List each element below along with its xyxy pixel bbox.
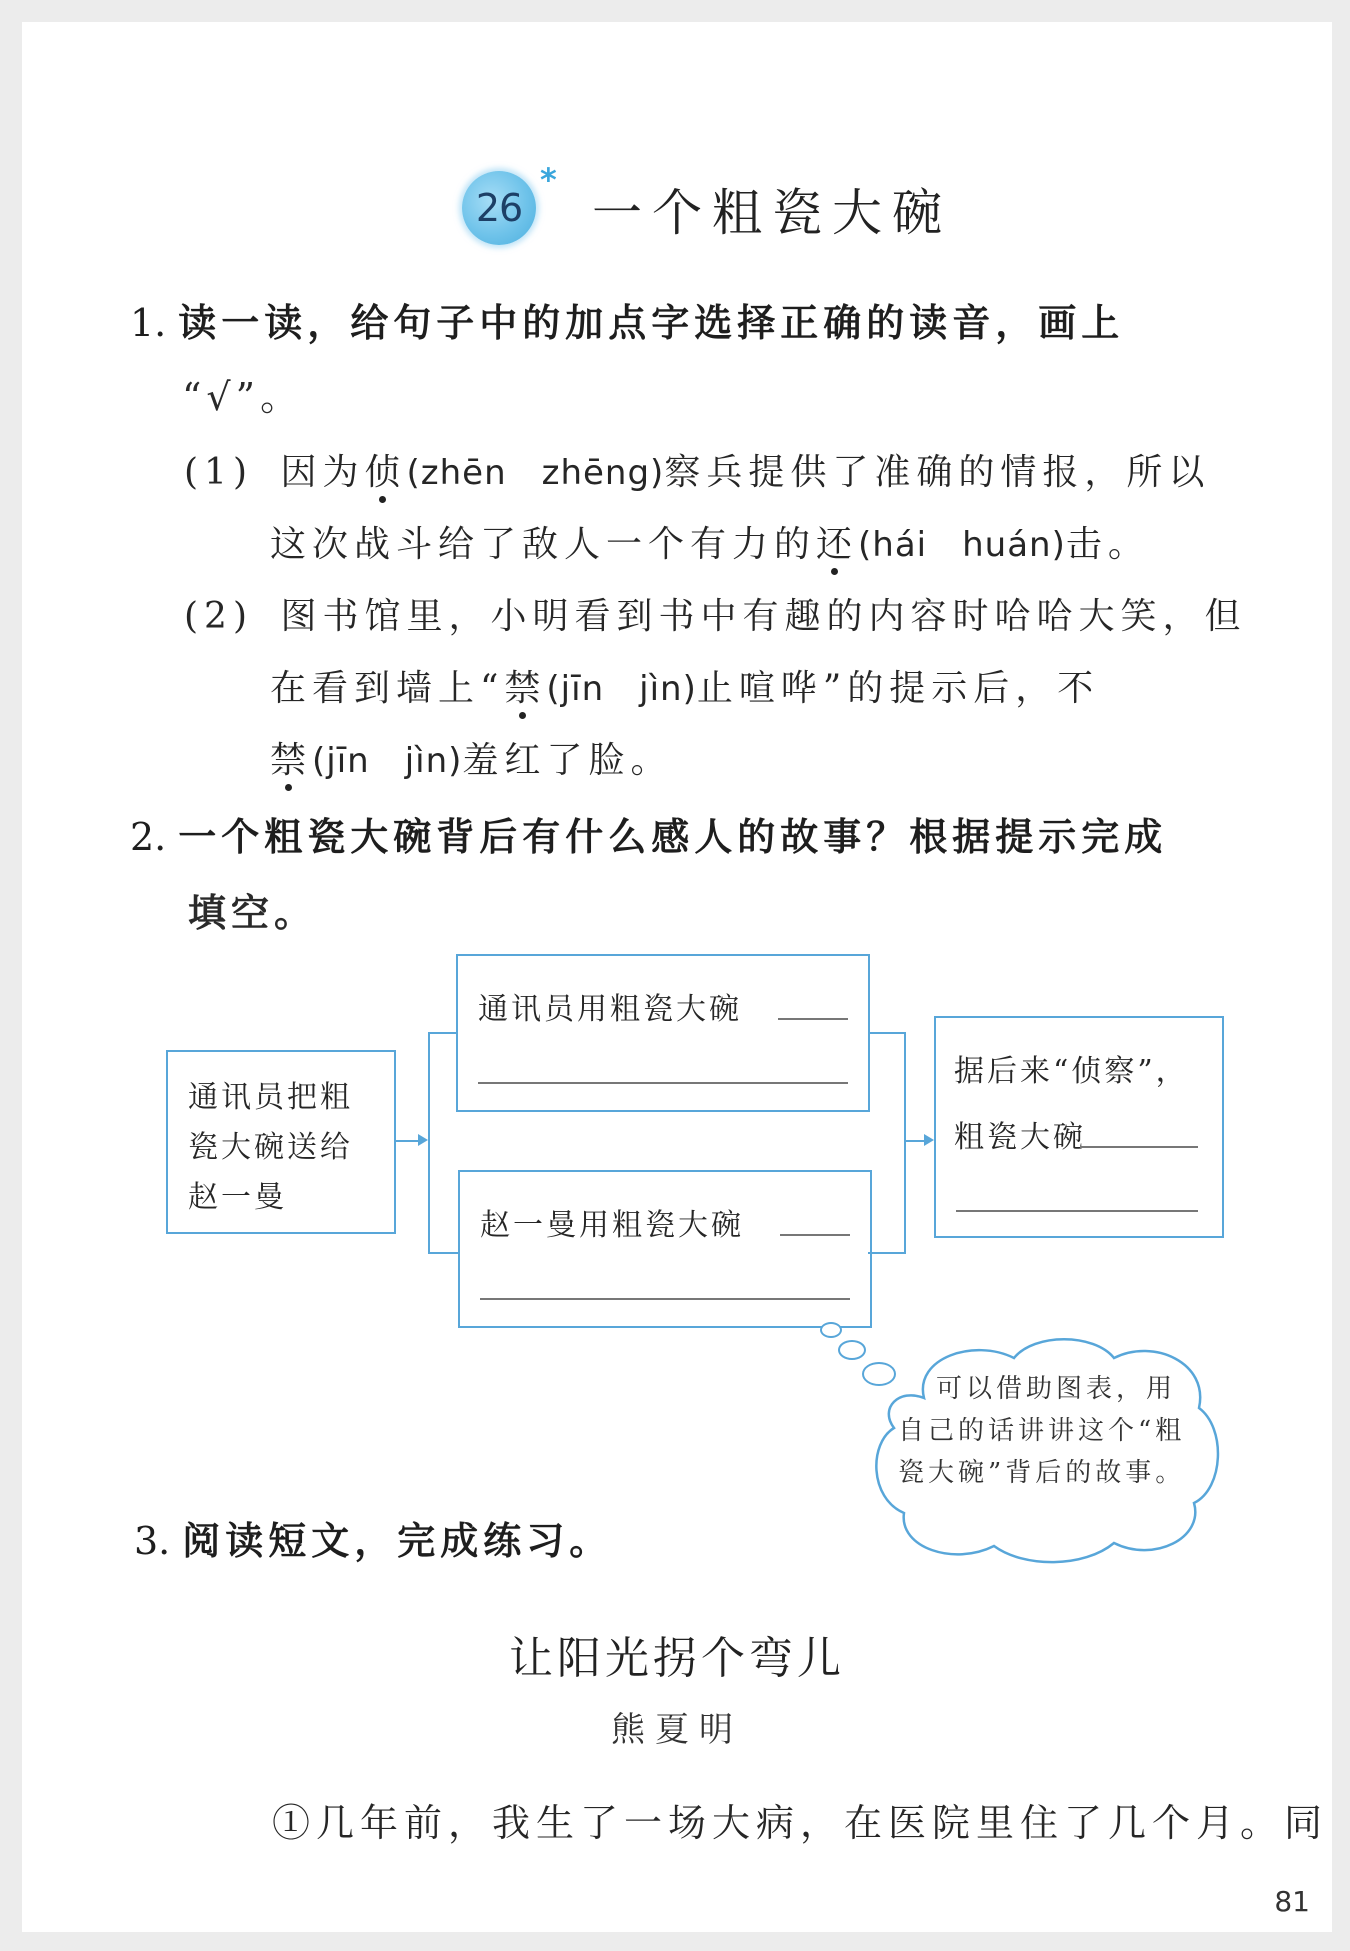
cloud-bubble-shape xyxy=(864,1328,1226,1568)
dotted-char: 还 xyxy=(816,516,858,567)
dotted-char: 侦 xyxy=(364,444,406,495)
dotted-char: 禁 xyxy=(270,732,312,783)
left-box-line2: 瓷大碗送给 xyxy=(188,1130,353,1165)
story-title: 让阳光拐个弯儿 xyxy=(509,1633,845,1684)
tip-line2: 自己的话讲讲这个“粗 xyxy=(898,1416,1186,1446)
right-box-line2: 粗瓷大碗 xyxy=(954,1120,1086,1155)
lesson-number-badge: 26 xyxy=(462,171,536,245)
question-3-heading: 3. 阅读短文，完成练习。 xyxy=(134,1518,613,1563)
tip-line3: 瓷大碗”背后的故事。 xyxy=(898,1458,1186,1488)
bubble-dot xyxy=(838,1340,866,1360)
bottom-box-prompt: 赵一曼用粗瓷大碗 xyxy=(480,1208,744,1243)
optional-lesson-star-icon: * xyxy=(540,161,557,199)
q1-item2-line3: 禁(jīn jìn)羞红了脸。 xyxy=(270,732,672,783)
story-author: 熊夏明 xyxy=(611,1710,743,1750)
workbook-page xyxy=(22,22,1332,1932)
pinyin-options[interactable]: (jīn jìn) xyxy=(546,669,697,709)
answer-blank[interactable] xyxy=(478,1082,848,1084)
answer-blank[interactable] xyxy=(1080,1146,1198,1148)
arrow-head-icon xyxy=(924,1134,934,1146)
answer-blank[interactable] xyxy=(480,1298,850,1300)
dotted-char: 禁 xyxy=(504,660,546,711)
story-paragraph-1: ①几年前，我生了一场大病，在医院里住了几个月。同 xyxy=(272,1801,1329,1845)
lesson-title: 一个粗瓷大碗 xyxy=(592,184,952,242)
tip-line1: 可以借助图表，用 xyxy=(936,1374,1177,1404)
pinyin-options[interactable]: (zhēn zhēng) xyxy=(406,453,665,493)
question-1-heading: 1. 读一读，给句子中的加点字选择正确的读音，画上 xyxy=(130,300,1125,345)
page-number: 81 xyxy=(1274,1885,1310,1918)
diagram-bottom-box xyxy=(458,1170,872,1328)
right-box-line1: 据后来“侦察”， xyxy=(954,1054,1189,1089)
answer-blank[interactable] xyxy=(778,1018,848,1020)
question-2-heading-cont: 填空。 xyxy=(188,890,318,935)
answer-blank[interactable] xyxy=(780,1234,850,1236)
q1-item2-line1: (2) 图书馆里，小明看到书中有趣的内容时哈哈大笑，但 xyxy=(184,596,1247,637)
diagram-top-box xyxy=(456,954,870,1112)
q1-item1-line1: (1) 因为侦(zhēn zhēng)察兵提供了准确的情报，所以 xyxy=(184,444,1210,495)
left-box-line1: 通讯员把粗 xyxy=(188,1080,353,1115)
top-box-prompt: 通讯员用粗瓷大碗 xyxy=(478,992,742,1027)
left-box-line3: 赵一曼 xyxy=(188,1180,287,1215)
arrow-head-icon xyxy=(418,1134,428,1146)
answer-blank[interactable] xyxy=(956,1210,1198,1212)
flow-arrow xyxy=(394,1140,420,1142)
pinyin-options[interactable]: (hái huán) xyxy=(858,525,1066,565)
question-2-heading: 2. 一个粗瓷大碗背后有什么感人的故事？根据提示完成 xyxy=(130,814,1168,859)
right-bracket xyxy=(868,1032,906,1254)
bubble-dot xyxy=(820,1322,842,1338)
q1-item1-line2: 这次战斗给了敌人一个有力的还(hái huán)击。 xyxy=(270,516,1150,567)
pinyin-options[interactable]: (jīn jìn) xyxy=(312,741,463,781)
question-1-checkmark-hint: “√”。 xyxy=(182,375,304,419)
q1-item2-line2: 在看到墙上“禁(jīn jìn)止喧哗”的提示后，不 xyxy=(270,660,1099,711)
